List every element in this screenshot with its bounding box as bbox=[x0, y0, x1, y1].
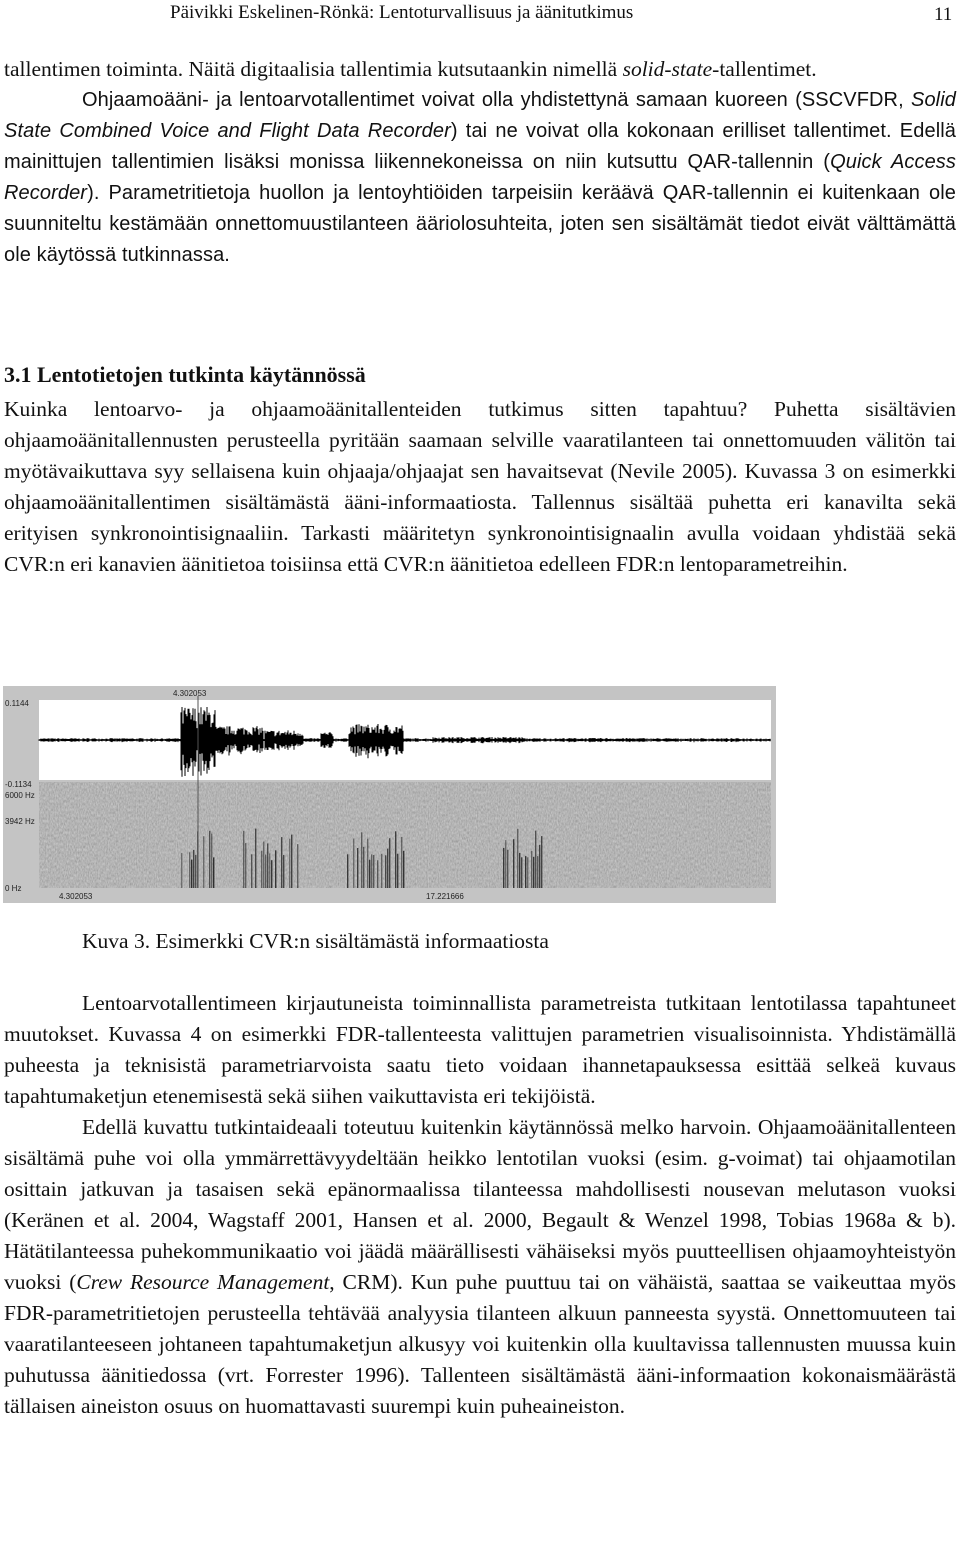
spectrogram-band bbox=[267, 843, 268, 888]
amplitude-max-label: 0.1144 bbox=[5, 699, 29, 708]
spectrogram-band bbox=[271, 860, 272, 888]
spectrogram-band bbox=[243, 831, 244, 888]
freq-bottom-label: 0 Hz bbox=[5, 884, 22, 893]
amplitude-min-label: -0.1134 bbox=[5, 780, 32, 789]
spectrogram-band bbox=[265, 855, 266, 889]
body-text-top bbox=[4, 54, 956, 271]
spectrogram-band bbox=[517, 829, 518, 888]
spectrogram-band bbox=[283, 855, 284, 888]
spectrogram-band bbox=[403, 851, 404, 888]
page-number: 11 bbox=[934, 4, 953, 25]
spectrogram-band bbox=[189, 852, 190, 888]
spectrogram-band bbox=[191, 860, 192, 888]
spectrogram-band bbox=[275, 850, 276, 888]
body-text-section bbox=[4, 394, 956, 580]
freq-top-label: 6000 Hz bbox=[5, 791, 35, 800]
spectrogram-band bbox=[369, 860, 370, 888]
cvr-audio-display bbox=[3, 686, 776, 903]
spectrogram-band bbox=[395, 831, 396, 888]
cursor-time-label: 4.302053 bbox=[173, 689, 207, 698]
spectrogram-band bbox=[245, 843, 246, 888]
spectrogram-band bbox=[251, 854, 252, 888]
spectrogram-band bbox=[397, 854, 398, 888]
spectrogram-band bbox=[505, 840, 506, 888]
spectrogram-band bbox=[387, 849, 388, 888]
paragraph-investigation-ideal: Edellä kuvattu tutkintaideaali toteutuu kuitenkin käytännössä melko harvoin. Ohjaamoäänitallenteen sisältämä puhe voi olla ymmärrettävyydeltään heikko lentotilan vuoksi (esim. g-voimat) tai ohjaamotilan osittain jatkuvan ja tasaisen sekä epänormaalissa tilanteessa mahdollisesti nousevan melutason vuoksi (Keränen et al. 2004, Wagstaff 2001, Hansen et al. 2000, Begault & Wenzel 1998, Tobias 1968a & b). Hätätilanteessa puhekommunikaatio voi jäädä määrällisesti vähäiseksi myös puutteellisen ohjaamoyhteistyön vuoksi (Crew Resource Management, CRM). Kun puhe puuttuu tai on vähäistä, saattaa se vaikeuttaa myös FDR-parametritietojen perusteella tehtävää analyysia tilanteen alkuun panneesta syystä. Onnettomuuteen tai vaaratilanteeseen johtaneen tapahtumaketjun alkusyy voi kuitenkin olla kuultavissa tallennusten muussa kuin puhutussa äänitiedossa (vrt. Forrester 1996). Tallenteen sisältämästä ääni-informaation kokonaismäärästä tällaisen aineiston osuus on huomattavasti suurempi kuin puheaineiston. bbox=[4, 1115, 956, 1418]
spectrogram-band bbox=[373, 855, 374, 888]
spectrogram-band bbox=[363, 847, 364, 888]
section-heading: 3.1 Lentotietojen tutkinta käytännössä bbox=[4, 362, 366, 387]
spectrogram-band bbox=[513, 839, 514, 888]
spectrogram-band bbox=[535, 831, 536, 888]
spectrogram-texture bbox=[39, 782, 771, 888]
spectrogram-band bbox=[193, 850, 194, 888]
spectrogram-band bbox=[289, 839, 290, 888]
spectrogram-band bbox=[507, 850, 508, 888]
paragraph-sscvfdr: Ohjaamoääni- ja lentoarvotallentimet voivat olla yhdistettynä samaan kuoreen (SSCVFDR, Solid State Combined Voice and Flight Data Recorder) tai ne voivat olla kokonaan erilliset tallentimet. Edellä mainittujen tallentimien lisäksi monissa liikennekoneissa on niin kutsuttu QAR-tallennin (Quick Access Recorder). Parametritietoja huollon ja lentoyhtiöiden tarpeisiin keräävä QAR-tallennin ei kuitenkaan ole suunniteltu kestämään onnettomuustilanteen ääriolosuhteita, joten sen sisältämät tiedot eivät välttämättä ole käytössä tutkinnassa. bbox=[4, 89, 957, 266]
spectrogram-band bbox=[381, 854, 382, 888]
cvr-figure bbox=[3, 686, 776, 903]
spectrogram-band bbox=[531, 851, 532, 888]
spectrogram-band bbox=[371, 854, 372, 888]
paragraph-recorder-intro: tallentimen toiminta. Näitä digitaalisia tallentimia kutsutaankin nimellä solid-state-tallentimet. bbox=[4, 57, 817, 81]
spectrogram-band bbox=[353, 839, 354, 889]
spectrogram-band bbox=[377, 860, 378, 888]
spectrogram-band bbox=[255, 829, 256, 888]
paragraph-fdr-parameters: Lentoarvotallentimeen kirjautuneista toiminnallista parametreista tutkitaan lentotilassa tapahtuneet muutokset. Kuvassa 4 on esimerkki FDR-tallenteesta valittujen parametrien visualisoinnista. Yhdistämällä puheesta ja teknisistä parametriarvoista saatu tieto voidaan ihannetapauksessa esittää selkeä kuvaus tapahtumaketjun etenemisestä sekä siihen vaikuttavista eri tekijöistä. bbox=[4, 991, 956, 1108]
spectrogram-band bbox=[261, 851, 262, 888]
spectrogram-band bbox=[297, 844, 298, 888]
paragraph-investigation: Kuinka lentoarvo- ja ohjaamoäänitallenteiden tutkimus sitten tapahtuu? Puhetta sisältävien ohjaamoäänitallennusten perusteella pyritään saamaan selville vaaratilanteen tai onnettomuuden välitön tai myötävaikuttava syy sellaisena kuin ohjaaja/ohjaajat sen havaitsevat (Nevile 2005). Kuvassa 3 on esimerkki ohjaamoäänitallentimen sisältämästä ääni-informaatiosta. Tallennus sisältää puhetta eri kanavilta sekä erityisen synkronointisignaaliin. Tarkasti määritetyn synkronointisignaalin avulla voidaan yhdistää sekä CVR:n eri kanavien äänitietoa toisiinsa että CVR:n äänitietoa edelleen FDR:n lentoparametreihin. bbox=[4, 397, 956, 576]
spectrogram-band bbox=[527, 857, 528, 888]
spectrogram-band bbox=[541, 836, 542, 888]
spectrogram-band bbox=[361, 832, 362, 888]
spectrogram-band bbox=[209, 831, 210, 888]
spectrogram-band bbox=[195, 855, 196, 888]
spectrogram-band bbox=[537, 856, 538, 888]
running-title: Päivikki Eskelinen-Rönkä: Lentoturvallisuus ja äänitutkimus bbox=[170, 2, 634, 23]
spectrogram-band bbox=[263, 842, 264, 888]
spectrogram-band bbox=[291, 835, 292, 888]
spectrogram-band bbox=[269, 853, 270, 888]
spectrogram-band bbox=[389, 838, 390, 888]
spectrogram-band bbox=[347, 854, 348, 888]
spectrogram-band bbox=[401, 837, 402, 888]
spectrogram-band bbox=[203, 836, 204, 888]
figure-caption: Kuva 3. Esimerkki CVR:n sisältämästä informaatiosta bbox=[82, 929, 549, 953]
spectrogram-band bbox=[357, 848, 358, 888]
spectrogram-band bbox=[281, 837, 282, 888]
spectrogram-band bbox=[367, 839, 368, 888]
spectrogram-band bbox=[211, 834, 212, 888]
spectrogram-band bbox=[181, 853, 182, 888]
spectrogram-band bbox=[521, 857, 522, 888]
spectrogram-band bbox=[533, 857, 534, 888]
spectrogram-band bbox=[213, 857, 214, 888]
spectrogram-band bbox=[539, 845, 540, 888]
spectrogram-band bbox=[385, 855, 386, 888]
spectrogram-band bbox=[503, 848, 504, 888]
freq-mid-label: 3942 Hz bbox=[5, 817, 35, 826]
time-end-label: 17.221666 bbox=[426, 892, 464, 901]
spectrogram-band bbox=[525, 856, 526, 888]
body-text-bottom bbox=[4, 988, 956, 1422]
spectrogram-band bbox=[519, 853, 520, 888]
running-header bbox=[0, 2, 960, 28]
time-start-label: 4.302053 bbox=[59, 892, 93, 901]
